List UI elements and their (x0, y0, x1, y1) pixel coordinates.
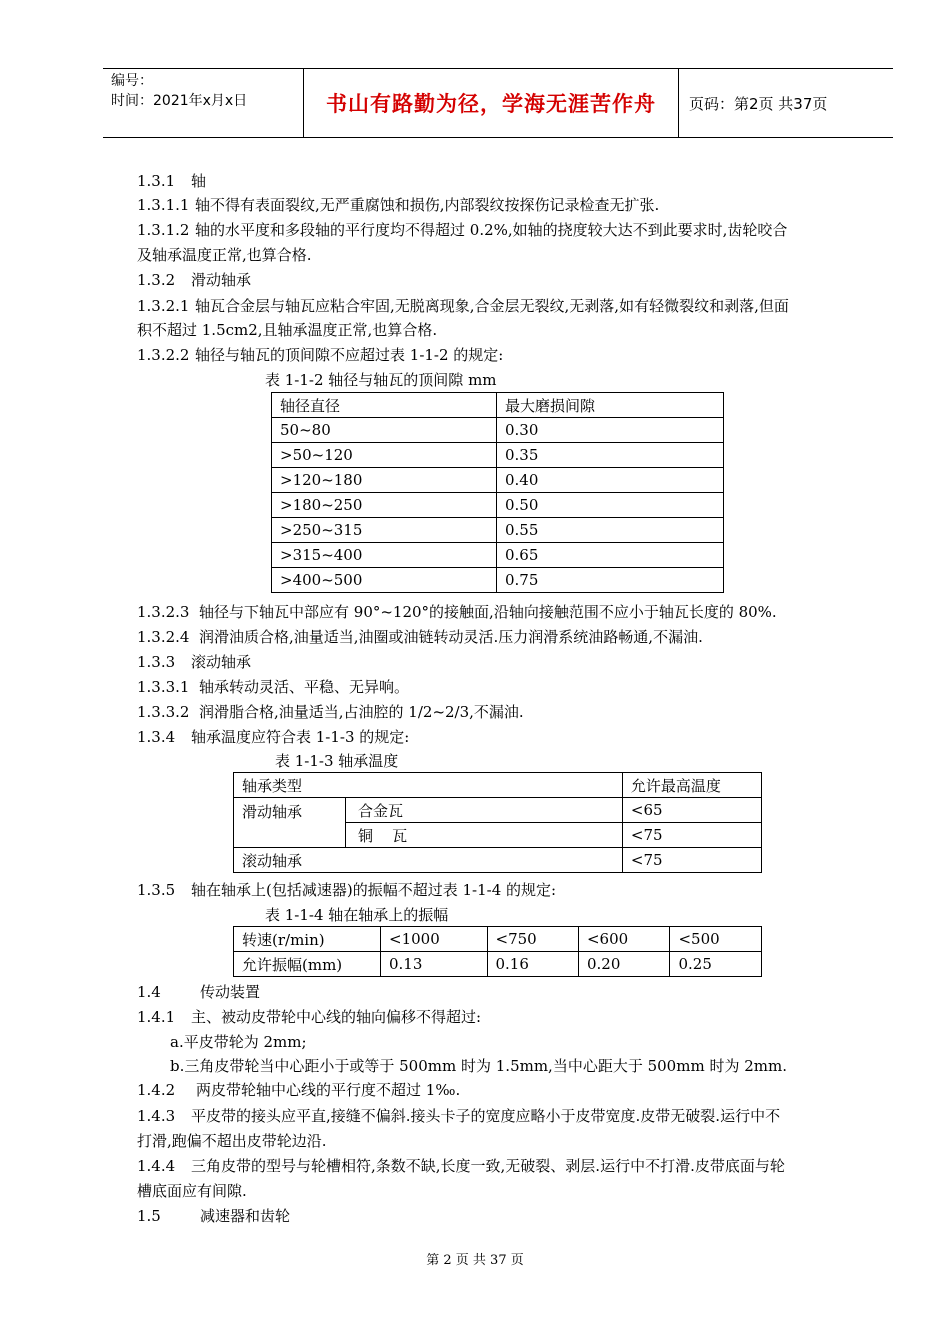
table-cell: 0.55 (497, 518, 724, 543)
table-cell: <75 (622, 848, 761, 873)
table-cell: <75 (622, 823, 761, 848)
table-cell: 铜 瓦 (346, 823, 623, 848)
page-header (103, 68, 893, 138)
table-header-cell: 轴承类型 (234, 773, 623, 798)
table3-caption: 表 1-1-3 轴承温度 (275, 752, 399, 770)
section-line: 1.5 减速器和齿轮 (137, 1207, 291, 1225)
table-row (272, 518, 724, 543)
section-line: 1.3.5 轴在轴承上(包括减速器)的振幅不超过表 1-1-4 的规定: (137, 881, 557, 899)
section-line: 1.3.1.2 轴的水平度和多段轴的平行度均不得超过 0.2%,如轴的挠度较大达不到此要求时,齿轮咬合 (137, 221, 788, 239)
table-row (272, 568, 724, 593)
table-row (272, 493, 724, 518)
section-line-cont: 积不超过 1.5cm2,且轴承温度正常,也算合格. (137, 321, 438, 339)
table-row (272, 418, 724, 443)
table-cell: 0.13 (381, 952, 488, 977)
header-time: 时间：2021年x月x日 (111, 93, 248, 109)
section-line: 1.3.2.1 轴瓦合金层与轴瓦应粘合牢固,无脱离现象,合金层无裂纹,无剥落,如有轻微裂纹和剥落,但面 (137, 297, 789, 315)
table-row (272, 443, 724, 468)
section-line: 1.3.2 滑动轴承 (137, 271, 252, 289)
table-cell: 0.25 (670, 952, 762, 977)
table-cell: 0.40 (497, 468, 724, 493)
header-info (103, 69, 303, 137)
section-line: 1.4.2 两皮带轮轴中心线的平行度不超过 1‰. (137, 1081, 461, 1099)
section-line-cont: 及轴承温度正常,也算合格. (137, 246, 312, 264)
table-cell: <1000 (381, 927, 488, 952)
amplitude-table (233, 926, 762, 977)
table-cell: >315~400 (272, 543, 497, 568)
section-line: 1.3.3 滚动轴承 (137, 653, 252, 671)
section-line: 1.3.2.2 轴径与轴瓦的顶间隙不应超过表 1-1-2 的规定: (137, 346, 504, 364)
table-header-cell: 轴径直径 (272, 393, 497, 418)
table-cell: 0.16 (487, 952, 578, 977)
table-cell: 0.30 (497, 418, 724, 443)
section-line-item: a.平皮带轮为 2mm; (170, 1033, 307, 1051)
clearance-table (271, 392, 724, 593)
section-line: 1.4 传动装置 (137, 983, 261, 1001)
page-footer: 第 2 页 共 37 页 (426, 1253, 524, 1268)
table-cell: <65 (622, 798, 761, 823)
section-line: 1.3.1 轴 (137, 172, 207, 190)
section-line: 1.3.2.3 轴径与下轴瓦中部应有 90°~120°的接触面,沿轴向接触范围不应小于轴瓦长度的 80%. (137, 603, 777, 621)
table-cell: 转速(r/min) (234, 927, 381, 952)
section-line: 1.3.3.1 轴承转动灵活、平稳、无异响。 (137, 678, 410, 696)
section-line: 1.4.3 平皮带的接头应平直,接缝不偏斜.接头卡子的宽度应略小于皮带宽度.皮带无破裂.运行中不 (137, 1107, 781, 1125)
header-divider (678, 69, 679, 137)
table-cell: 滚动轴承 (234, 848, 623, 873)
section-line: 1.3.2.4 润滑油质合格,油量适当,油圈或油链转动灵活.压力润滑系统油路畅通,不漏油. (137, 628, 703, 646)
section-line-cont: 槽底面应有间隙. (137, 1182, 247, 1200)
table-cell: 合金瓦 (346, 798, 623, 823)
table-cell: >250~315 (272, 518, 497, 543)
table-cell: 允许振幅(mm) (234, 952, 381, 977)
table-row (272, 543, 724, 568)
table-cell: <500 (670, 927, 762, 952)
table-header-row (272, 393, 724, 418)
table-cell: <750 (487, 927, 578, 952)
table-cell: 0.35 (497, 443, 724, 468)
header-motto: 书山有路勤为径，学海无涯苦作舟 (326, 92, 656, 116)
table-cell: 0.50 (497, 493, 724, 518)
table-header-cell: 允许最高温度 (622, 773, 761, 798)
table-cell: >120~180 (272, 468, 497, 493)
section-line: 1.3.4 轴承温度应符合表 1-1-3 的规定: (137, 728, 410, 746)
table-row (272, 468, 724, 493)
table4-caption: 表 1-1-4 轴在轴承上的振幅 (265, 906, 449, 924)
table-cell: 0.65 (497, 543, 724, 568)
section-line: 1.4.1 主、被动皮带轮中心线的轴向偏移不得超过: (137, 1008, 482, 1026)
table-cell: >50~120 (272, 443, 497, 468)
table-cell: 0.75 (497, 568, 724, 593)
table-cell: 50~80 (272, 418, 497, 443)
section-line: 1.3.3.2 润滑脂合格,油量适当,占油腔的 1/2~2/3,不漏油. (137, 703, 524, 721)
table-cell: <600 (578, 927, 669, 952)
section-line-item: b.三角皮带轮当中心距小于或等于 500mm 时为 1.5mm,当中心距大于 500mm 时为 2mm. (170, 1057, 787, 1075)
table-cell: 滑动轴承 (234, 798, 346, 848)
table-cell: 0.20 (578, 952, 669, 977)
table-cell: >180~250 (272, 493, 497, 518)
header-number: 编号： (111, 73, 153, 89)
section-line: 1.3.1.1 轴不得有表面裂纹,无严重腐蚀和损伤,内部裂纹按探伤记录检查无扩张. (137, 196, 660, 214)
section-line-cont: 打滑,跑偏不超出皮带轮边沿. (137, 1132, 327, 1150)
table-cell: >400~500 (272, 568, 497, 593)
header-page: 页码：第2页 共37页 (689, 95, 828, 113)
temperature-table (233, 772, 762, 873)
section-line: 1.4.4 三角皮带的型号与轮槽相符,条数不缺,长度一致,无破裂、剥层.运行中不打滑.皮带底面与轮 (137, 1157, 785, 1175)
table-header-cell: 最大磨损间隙 (497, 393, 724, 418)
table2-caption: 表 1-1-2 轴径与轴瓦的顶间隙 mm (265, 371, 497, 389)
